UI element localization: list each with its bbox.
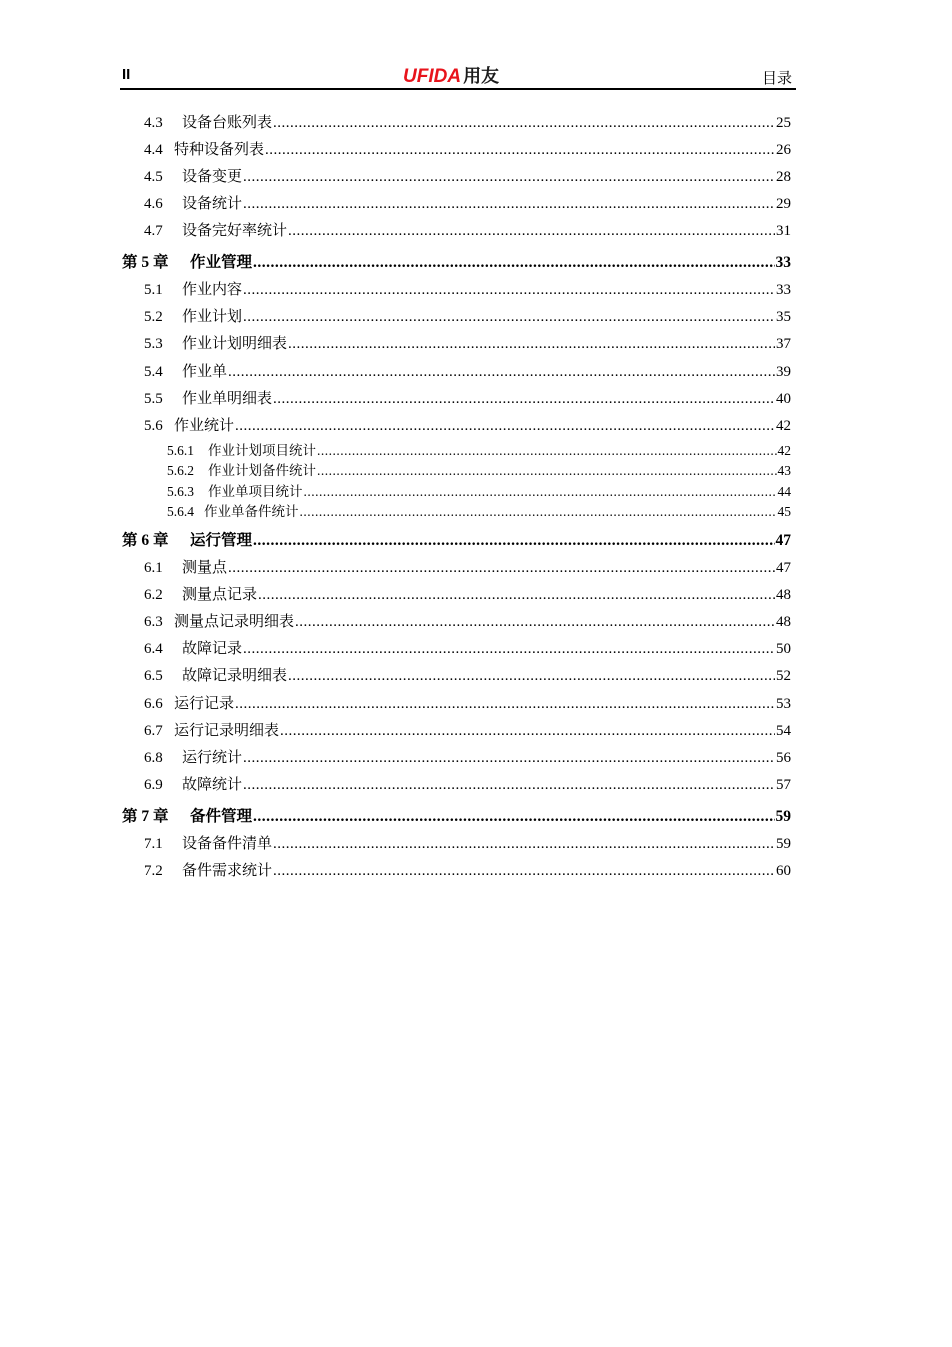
toc-entry[interactable] — [144, 332, 791, 353]
toc-chapter-title: 备件管理 — [190, 808, 253, 825]
toc-dot-leader — [273, 863, 775, 880]
toc-entry-number: 6.3 — [144, 614, 163, 630]
toc-subentry[interactable] — [167, 500, 791, 520]
header-rule — [120, 88, 796, 90]
toc-entry[interactable] — [144, 305, 791, 326]
toc-entry-title: 测量点记录明细表 — [174, 614, 295, 630]
toc-dot-leader — [243, 282, 775, 299]
toc-subentry[interactable] — [167, 459, 791, 479]
ufida-logo — [403, 62, 499, 88]
toc-entry-number: 5.2 — [144, 309, 163, 325]
toc-entry-number: 6.5 — [144, 668, 163, 684]
page-header — [120, 62, 796, 88]
toc-entry[interactable] — [144, 165, 791, 186]
toc-entry-number: 6.7 — [144, 723, 163, 739]
toc-subentry-title: 作业计划备件统计 — [208, 463, 316, 478]
toc-chapter-title: 作业管理 — [190, 254, 253, 271]
toc-entry-page: 35 — [776, 309, 791, 325]
header-section-title: 目录 — [761, 71, 792, 87]
toc-entry[interactable] — [144, 719, 791, 740]
toc-entry-page: 60 — [776, 863, 791, 879]
toc-dot-leader — [243, 169, 775, 186]
toc-subentry-page: 45 — [777, 504, 791, 519]
toc-entry[interactable] — [144, 637, 791, 658]
toc-subentry-title: 作业单项目统计 — [208, 484, 303, 499]
toc-entry[interactable] — [144, 692, 791, 713]
toc-entry-title: 设备完好率统计 — [182, 223, 288, 239]
toc-entry-title: 设备备件清单 — [182, 836, 273, 852]
toc-entry-page: 31 — [776, 223, 791, 239]
toc-dot-leader — [228, 364, 775, 381]
toc-entry-title: 作业计划 — [182, 309, 243, 325]
toc-entry-number: 6.1 — [144, 560, 163, 576]
toc-entry-title: 运行记录明细表 — [174, 723, 280, 739]
toc-dot-leader — [228, 560, 775, 577]
toc-entry[interactable] — [144, 746, 791, 767]
toc-subentry-number: 5.6.2 — [167, 463, 194, 478]
toc-entry-title: 特种设备列表 — [174, 142, 265, 158]
toc-dot-leader — [235, 696, 775, 713]
toc-entry-page: 57 — [776, 777, 791, 793]
toc-entry-page: 40 — [776, 391, 791, 407]
toc-subentry-page: 43 — [777, 463, 791, 478]
toc-entry-number: 6.6 — [144, 696, 163, 712]
toc-dot-leader — [273, 391, 775, 408]
toc-subentry-page: 42 — [777, 443, 791, 458]
toc-entry[interactable] — [144, 583, 791, 604]
logo-latin: UFIDA — [403, 66, 462, 87]
toc-entry-page: 25 — [776, 115, 791, 131]
toc-entry-title: 作业计划明细表 — [182, 336, 288, 352]
toc-entry-title: 故障记录 — [182, 641, 243, 657]
toc-entry-title: 设备台账列表 — [182, 115, 273, 131]
toc-entry-title: 作业内容 — [182, 282, 243, 298]
toc-chapter-number: 第 7 章 — [122, 808, 169, 825]
toc-entry[interactable] — [144, 360, 791, 381]
toc-entry-page: 52 — [776, 668, 791, 684]
toc-dot-leader — [253, 808, 774, 826]
toc-chapter[interactable] — [122, 528, 791, 550]
toc-dot-leader — [288, 336, 775, 353]
toc-entry[interactable] — [144, 111, 791, 132]
toc-entry[interactable] — [144, 138, 791, 159]
toc-entry[interactable] — [144, 387, 791, 408]
toc-dot-leader — [273, 115, 775, 132]
toc-dot-leader — [243, 641, 775, 658]
toc-entry-page: 42 — [776, 418, 791, 434]
toc-dot-leader — [317, 443, 777, 459]
toc-entry-title: 运行记录 — [174, 696, 235, 712]
toc-entry[interactable] — [144, 219, 791, 240]
toc-dot-leader — [300, 504, 777, 520]
toc-entry-number: 4.4 — [144, 142, 163, 158]
toc-subentry[interactable] — [167, 480, 791, 500]
toc-entry-title: 作业单 — [182, 364, 228, 380]
toc-entry[interactable] — [144, 414, 791, 435]
toc-chapter[interactable] — [122, 250, 791, 272]
toc-chapter-title: 运行管理 — [190, 532, 253, 549]
toc-entry-page: 39 — [776, 364, 791, 380]
toc-chapter[interactable] — [122, 804, 791, 826]
toc-subentry-title: 作业计划项目统计 — [208, 443, 316, 458]
toc-chapter-page: 47 — [775, 532, 791, 549]
toc-entry-title: 故障统计 — [182, 777, 243, 793]
toc-dot-leader — [253, 254, 774, 272]
toc-entry[interactable] — [144, 610, 791, 631]
header-page-number: II — [122, 66, 131, 83]
toc-dot-leader — [243, 750, 775, 767]
toc-entry[interactable] — [144, 832, 791, 853]
toc-entry-page: 54 — [776, 723, 791, 739]
toc-entry-number: 4.3 — [144, 115, 163, 131]
toc-dot-leader — [243, 196, 775, 213]
toc-subentry-page: 44 — [777, 484, 791, 499]
toc-entry[interactable] — [144, 556, 791, 577]
toc-entry-page: 48 — [776, 614, 791, 630]
toc-entry-number: 5.6 — [144, 418, 163, 434]
toc-dot-leader — [280, 723, 775, 740]
toc-dot-leader — [273, 836, 775, 853]
toc-entry-number: 6.8 — [144, 750, 163, 766]
toc-entry-title: 作业单明细表 — [182, 391, 273, 407]
toc-dot-leader — [317, 463, 777, 479]
toc-dot-leader — [288, 223, 775, 240]
toc-entry-page: 59 — [776, 836, 791, 852]
toc-entry[interactable] — [144, 664, 791, 685]
toc-entry-title: 备件需求统计 — [182, 863, 273, 879]
toc-chapter-page: 33 — [775, 254, 791, 271]
toc-dot-leader — [265, 142, 775, 159]
toc-entry-number: 4.7 — [144, 223, 163, 239]
toc-entry-page: 29 — [776, 196, 791, 212]
toc-entry-number: 4.5 — [144, 169, 163, 185]
toc-entry[interactable] — [144, 859, 791, 880]
toc-entry-title: 设备变更 — [182, 169, 243, 185]
toc-entry-title: 测量点记录 — [182, 587, 258, 603]
toc-entry-number: 5.1 — [144, 282, 163, 298]
toc-dot-leader — [253, 532, 774, 550]
logo-cn: 用友 — [463, 66, 500, 86]
toc-entry-number: 7.2 — [144, 863, 163, 879]
toc-entry-page: 47 — [776, 560, 791, 576]
toc-entry-page: 53 — [776, 696, 791, 712]
toc-entry[interactable] — [144, 773, 791, 794]
toc-subentry-number: 5.6.4 — [167, 504, 194, 519]
toc-entry-title: 测量点 — [182, 560, 228, 576]
toc-chapter-page: 59 — [775, 808, 791, 825]
toc-subentry-title: 作业单备件统计 — [204, 504, 299, 519]
toc-entry[interactable] — [144, 278, 791, 299]
toc-entry-page: 33 — [776, 282, 791, 298]
toc-entry[interactable] — [144, 192, 791, 213]
toc-subentry-number: 5.6.1 — [167, 443, 194, 458]
toc-chapter-number: 第 6 章 — [122, 532, 169, 549]
toc-entry-title: 设备统计 — [182, 196, 243, 212]
toc-entry-page: 56 — [776, 750, 791, 766]
toc-entry-page: 37 — [776, 336, 791, 352]
toc-chapter-number: 第 5 章 — [122, 254, 169, 271]
toc-entry-page: 28 — [776, 169, 791, 185]
toc-entry-page: 48 — [776, 587, 791, 603]
toc-entry-number: 5.3 — [144, 336, 163, 352]
toc-entry-number: 5.5 — [144, 391, 163, 407]
toc-entry-number: 4.6 — [144, 196, 163, 212]
toc-entry-number: 6.2 — [144, 587, 163, 603]
toc-entry-number: 5.4 — [144, 364, 163, 380]
toc-entry-number: 6.4 — [144, 641, 163, 657]
toc-dot-leader — [243, 777, 775, 794]
toc-entry-title: 故障记录明细表 — [182, 668, 288, 684]
toc-subentry[interactable] — [167, 439, 791, 459]
toc-subentry-number: 5.6.3 — [167, 484, 194, 499]
toc-entry-number: 7.1 — [144, 836, 163, 852]
toc-entry-title: 作业统计 — [174, 418, 235, 434]
toc-entry-page: 26 — [776, 142, 791, 158]
toc-entry-title: 运行统计 — [182, 750, 243, 766]
toc-dot-leader — [258, 587, 775, 604]
toc-dot-leader — [288, 668, 775, 685]
toc-entry-number: 6.9 — [144, 777, 163, 793]
toc-entry-page: 50 — [776, 641, 791, 657]
toc-dot-leader — [304, 484, 777, 500]
toc-dot-leader — [235, 418, 775, 435]
toc-dot-leader — [295, 614, 775, 631]
toc-dot-leader — [243, 309, 775, 326]
